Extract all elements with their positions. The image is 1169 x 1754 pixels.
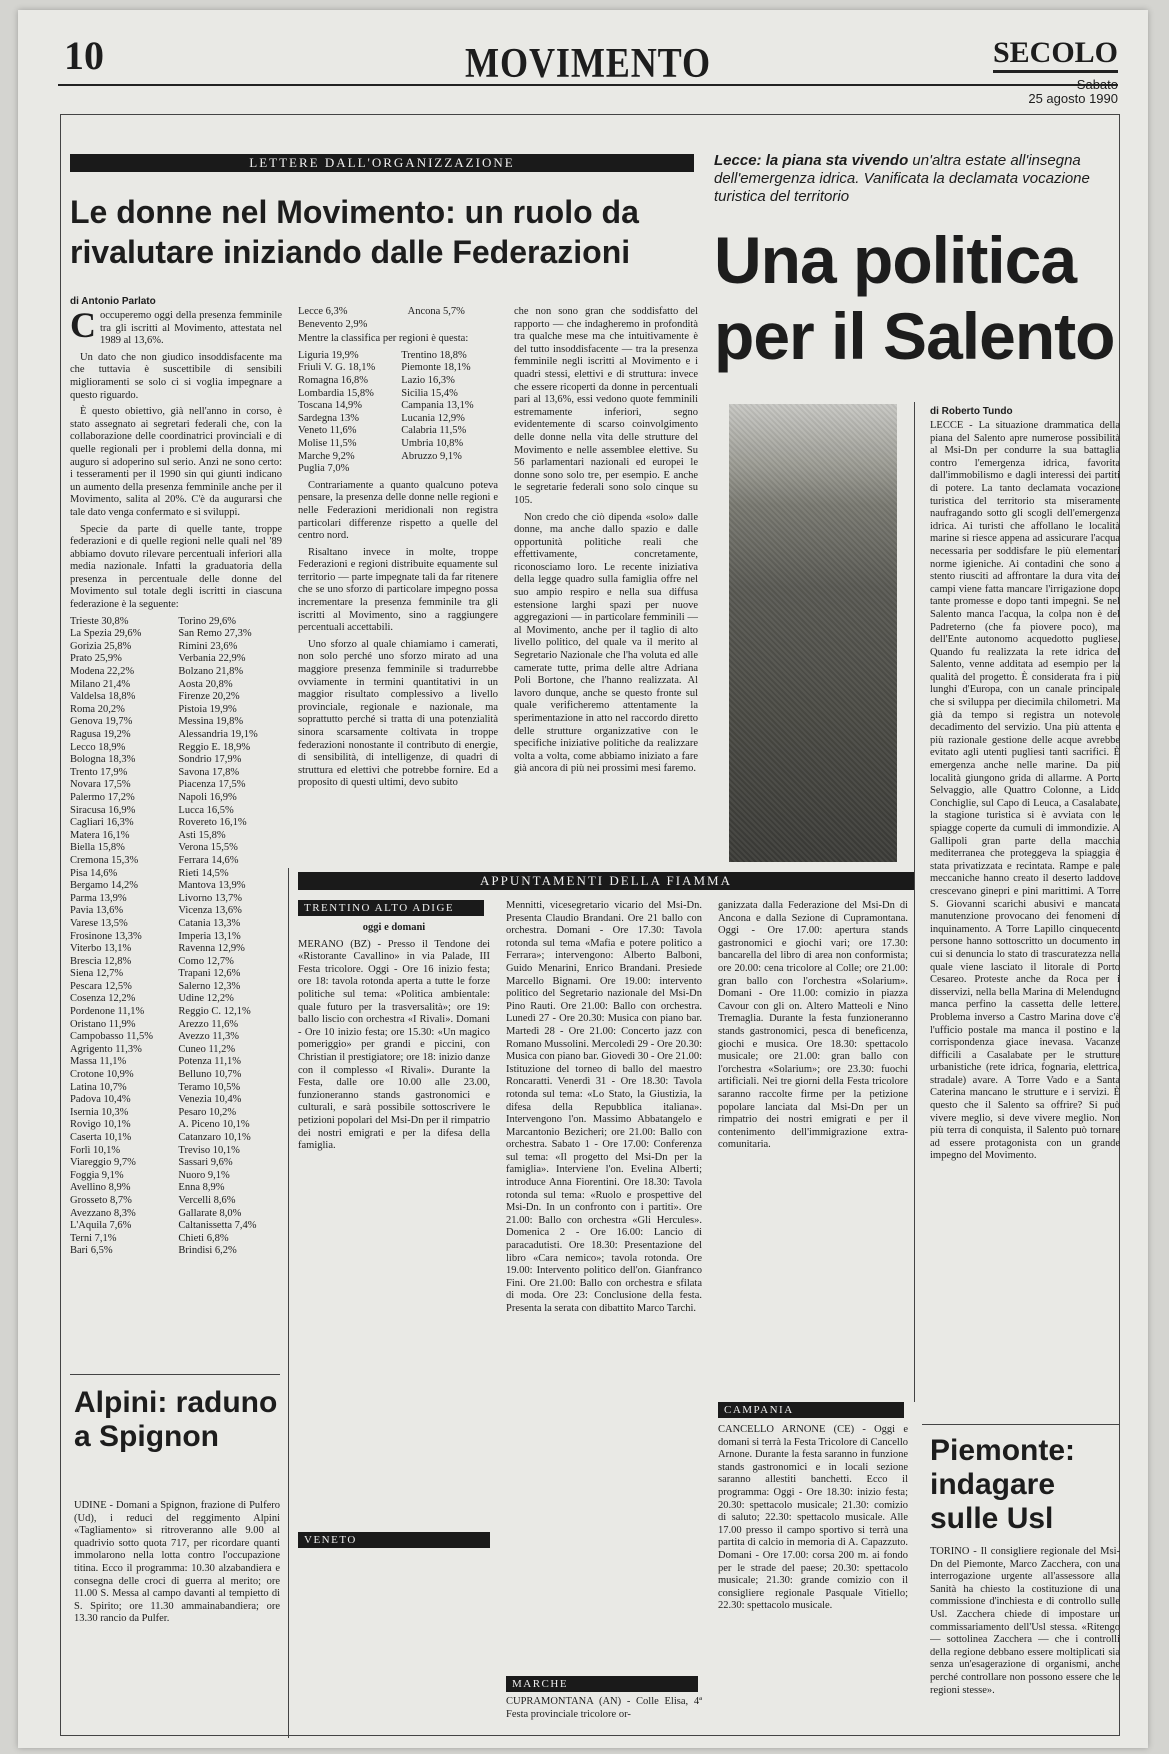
ranking-cell: Brescia 12,8% [70,955,132,967]
salento-lede-text: un'altra estate all'insegna dell'emergenza idrica. Vanificata la declamata vocazione turistica del territorio [714,152,1090,205]
lead-column-2 [298,306,498,858]
lead-paragraph: È questo obiettivo, già nell'anno in corso, è stato assegnato ai segretari federali che, con la collaborazione delle coordinatrici provinciali e di quelle regionali per i problemi della donna, mi auguro si adoperino sul serio. Anzi ne sono certo: i tesseramenti per il 1990 sin qui giunti indicano un aumento della presenza femminile anche per il Movimento, salita al 20%. C'è da augurarsi che tale dato venga confermato e si sviluppi. [70,406,282,518]
ranking-cell: Frosinone 13,3% [70,930,142,942]
lead-paragraph: che non sono gran che soddisfatto del rapporto — che indagheremo in profondità tra qualche mese ma che intuitivamente è del tutto insoddisfacente — tra la presenza femminile negli iscritti al Movimento e i quadri stessi, elettivi e di struttura: invece che essere ricoperti da donne in percentuali pari al 13,6%, essi vedono quote femminili estremamente inferiori, segno evidentemente di scarso coinvolgimento delle donne nella vita delle strutture del Movimento e nelle assemblee elettive. Su 56 parlamentari nazionali ed europei le donne sono solo tre, per esempio. E anche le segretarie federali sono solo cinque su 105. [514,306,698,506]
issue-day: Sabato [1076,77,1118,92]
region-label-trentino: TRENTINO ALTO ADIGE [298,900,484,916]
ranking-row [70,1157,282,1170]
ranking-cell: Benevento 2,9% [298,318,368,330]
lead-paragraph: Un dato che non giudico insoddisfacente ma che tuttavia è suscettibile di sensibili miglioramenti se solo ci si voglia impegnare a questo riguardo. [70,351,282,401]
ranking-cell: Gorizia 25,8% [70,640,132,652]
lead-paragraph: Specie da parte di quelle tante, troppe federazioni e di quelle regioni nelle quali nel '89 abbiamo dovuto rilevare percentuali inferiori alla media nazionale. Infatti la graduatoria della presenza in percentuale delle donne del Movimento sul totale degli iscritti in ciascuna federazione è la seguente: [70,523,282,611]
ranking-row [70,628,282,641]
salento-byline: di Roberto Tundo [930,406,1013,417]
ranking-row [298,451,498,464]
lead-kicker: LETTERE DALL'ORGANIZZAZIONE [70,154,694,172]
event-text: MERANO (BZ) - Presso il Tendone dei «Ristorante Cavallino» in via Palade, III Festa tricolore. Oggi - Ore 16 inizio festa; ore 18: tavola rotonda aperta a tutte le forze politiche sul tema: «Politica ambientale: quale futuro per la trasversalità»; ore 19: ballo liscio con orchestra «I Rivali». Domani - Ore 10 inizio festa; ore 15.30: «Un magico pomeriggio» per grandi e piccini, con Christian il prestigiatore; ore 18: inizio danze con il complesso «I Rivali». Durante la Festa, dalle ore 10.00 alle 23.00, funzioneranno stands gastronomici e culturali, e sarà possibile sottoscrivere le petizioni popolari del Msi-Dn per il rimpatrio dei nostri emigrati e per la difesa della famiglia. [298,938,490,1152]
lead-paragraph: Mentre la classifica per regioni è questa: [298,333,469,345]
federation-ranking-table-end [298,306,498,331]
ranking-cell: Gallarate 8,0% [178,1207,242,1219]
ranking-cell: Avezzano 8,3% [70,1207,136,1219]
ranking-cell: Vicenza 13,6% [178,905,242,917]
ranking-cell: Marche 9,2% [298,450,355,462]
page-header [58,24,1118,106]
ranking-cell: Viareggio 9,7% [70,1157,136,1169]
ranking-row [70,981,282,994]
ranking-row [70,742,282,755]
ranking-row [70,817,282,830]
ranking-cell: Varese 13,5% [70,917,128,929]
region-ranking-table [298,350,498,476]
ranking-row [70,893,282,906]
ranking-cell: Firenze 20,2% [178,691,240,703]
ranking-row [298,375,498,388]
ranking-cell: Trapani 12,6% [178,968,241,980]
ranking-cell: Treviso 10,1% [178,1144,240,1156]
ranking-row [70,931,282,944]
ranking-cell: Agrigento 11,3% [70,1043,142,1055]
ranking-row [70,855,282,868]
ranking-cell: Grosseto 8,7% [70,1194,132,1206]
ranking-cell: Matera 16,1% [70,829,130,841]
issue-full-date: 25 agosto 1990 [1028,91,1118,106]
ranking-row [70,1245,282,1258]
region-label-veneto: VENETO [298,1532,490,1548]
ranking-cell: Lucca 16,5% [178,804,234,816]
ranking-cell: Salerno 12,3% [178,980,241,992]
ranking-cell: Puglia 7,0% [298,463,350,475]
ranking-cell: Bari 6,5% [70,1245,113,1257]
ranking-cell: Trieste 30,8% [70,615,129,627]
ranking-row [70,704,282,717]
ranking-row [298,425,498,438]
ranking-cell: Lazio 16,3% [401,374,455,386]
piemonte-body: TORINO - Il consigliere regionale del Msi-Dn del Piemonte, Marco Zacchera, con una interrogazione urgente all'assessore alla Sanità ha chiesto la costituzione di una commissione d'inchiesta e di controllo sulle Usl. Zacchera chiede di impostare un commissariamento dell'Usl stessa. «Ritengo — sottolinea Zacchera — che i controlli della regione debbano essere moltiplicati sia senza un'esagerazione di organismi, anche perché controllare non possono essere che le regioni stesse». [930,1546,1120,1696]
ranking-cell: Aosta 20,8% [178,678,233,690]
ranking-cell: Lucania 12,9% [401,412,465,424]
ranking-cell: Rovigo 10,1% [70,1119,131,1131]
ranking-cell: Modena 22,2% [70,666,135,678]
ranking-cell: Ravenna 12,9% [178,943,245,955]
ranking-cell: Pistoia 19,9% [178,703,237,715]
ranking-cell: Trentino 18,8% [401,349,467,361]
ranking-row [298,400,498,413]
ranking-cell: Siena 12,7% [70,968,124,980]
ranking-cell: Isernia 10,3% [70,1106,129,1118]
ranking-cell [408,319,498,332]
ranking-cell: Venezia 10,4% [178,1094,242,1106]
ranking-cell: Verona 15,5% [178,842,238,854]
ranking-row [70,1056,282,1069]
ranking-cell: Asti 15,8% [178,829,226,841]
ranking-cell: Pescara 12,5% [70,980,132,992]
salento-lede-bold: Lecce: la piana sta vivendo [714,152,909,169]
ranking-cell: Rieti 14,5% [178,867,229,879]
box-rule [922,1424,1120,1425]
drop-cap: C [70,310,96,345]
page-number: 10 [64,33,104,78]
ranking-cell: Imperia 13,1% [178,930,241,942]
ranking-row [70,1044,282,1057]
ranking-cell: Bologna 18,3% [70,754,136,766]
event-dates: oggi e domani [362,922,426,933]
ranking-row [298,438,498,451]
ranking-cell: Friuli V. G. 18,1% [298,362,376,374]
ranking-cell: Biella 15,8% [70,842,125,854]
ranking-cell: A. Piceno 10,1% [178,1119,250,1131]
ranking-cell: Cosenza 12,2% [70,993,136,1005]
alpini-body: UDINE - Domani a Spignon, frazione di Pulfero (Ud), i reduci del reggimento Alpini «Tagliamento» si ritroveranno alle 9.00 al quadrivio sotto quota 717, per ricordare quanti immolarono nella lotta contro l'occupazione titina. Ecco il programma: 10.30 alzabandiera e consegna delle croci di guerra al merito; ore 11.00 S. Messa al campo davanti al tempietto di S. Spirito; ore 11.30 ammainabandiera; ore 13.30 rancio da Pulfer. [74,1500,280,1625]
ranking-cell: Como 12,7% [178,955,234,967]
ranking-cell: Sondrio 17,9% [178,754,242,766]
ranking-row [70,905,282,918]
newspaper-logo: SECOLO [993,36,1118,73]
ranking-cell: Rimini 23,6% [178,640,238,652]
campania-text: CANCELLO ARNONE (CE) - Oggi e domani si terrà la Festa Tricolore di Cancello Arnone. Durante la festa saranno in funzione stands gastronomici e in locali sezione saranno allestiti banchetti. Ecco il programma: Oggi - Ore 18.30: inizio festa; 20.30: spettacolo musicale; 21.30: comizio di saluto; 22.30: spettacolo musicale. Alle 17.00 presso il campo sportivo si terrà una partita di calcio in memoria di A. Capazzuto. Domani - Ore 17.00: corsa 200 m. ai fondo per le strade del paese; 20.30: spettacolo musicale; 21.30: grande comizio con il consigliere regionale Pasquale Vitiello; 22.30: spettacolo musicale. [718,1424,908,1612]
ranking-cell: Cuneo 11,2% [178,1043,236,1055]
ranking-row [298,319,498,332]
lead-column-3 [514,306,698,858]
ranking-row [70,1208,282,1221]
marche-text: CUPRAMONTANA (AN) - Colle Elisa, 4ª Festa provinciale tricolore or- [506,1696,702,1720]
ranking-cell: Ragusa 19,2% [70,729,131,740]
ranking-cell: Prato 25,9% [70,653,122,665]
ranking-cell: Latina 10,7% [70,1081,127,1093]
event-text: ganizzata dalla Federazione del Msi-Dn di Ancona e dalla Sezione di Cupramontana. Oggi - Ore 17.00: apertura stands gastronomici e giochi vari; ore 17.30: bancarella del libro di area non conformista; ore 20.00: cena tricolore al Colle; ore 21.00: gran ballo con l'orchestra «Solarium». Domani - Ore 11.00: comizio in piazza Cavour con gli on. Altero Matteoli e Nino Tremaglia. Durante la festa funzioneranno stands gastronomici, pesca di beneficenza, giochi e musica. Ore 18.30: spettacolo musicale; ore 21.00: gran ballo con l'orchestra «Solarium»; ore 23.30: fuochi artificiali. Nei tre giorni della Festa tricolore saranno raccolte firme per la petizione popolare lanciata dal Msi-Dn per un rimpatrio dei nostri emigrati e per il contenimento dell'immigrazione extra-comunitaria. [718,900,908,1151]
ranking-cell: Chieti 6,8% [178,1232,229,1244]
ranking-cell: Caserta 10,1% [70,1132,132,1143]
ranking-cell: La Spezia 29,6% [70,628,142,640]
ranking-row [70,1170,282,1183]
ranking-row [70,1145,282,1158]
ranking-cell: Padova 10,4% [70,1094,131,1106]
region-label-marche: MARCHE [506,1676,698,1692]
ranking-cell: Siracusa 16,9% [70,804,136,816]
newspaper-page [18,10,1148,1748]
lead-paragraph: Uno sforzo al quale chiamiamo i camerati, non solo perché uno sforzo mirato ad una maggiore presenza femminile si tradurrebbe ovviamente in termini quantitativi in un maggior risultato complessivo a livello provinciale, regionale e nazionale, ma soprattutto perché si tratta di una potenzialità sinora scarsamente coltivata in troppe federazioni nonostante il contributo di energie, di sensibilità, di intelligenze, di quadri di struttura ed elettivi che potrebbe fornire. Ed a proposito di questi ultimi, devo subito [298,638,498,789]
ranking-cell: Umbria 10,8% [401,437,464,449]
ranking-cell: Nuoro 9,1% [178,1169,230,1181]
ranking-row [70,880,282,893]
ranking-cell: Crotone 10,9% [70,1069,134,1081]
ranking-cell: Trento 17,9% [70,766,128,778]
ranking-cell: Bolzano 21,8% [178,666,244,678]
ranking-row [70,1094,282,1107]
lead-paragraph: Non credo che ciò dipenda «solo» dalle donne, ma anche dallo spazio e dalle opportunità politiche reali che effettivamente, concretamente, riconosciamo loro. Le recente iniziativa della legge quadro sulla famiglia offre nel suo ampio respiro e nella sua diffusa estensione larghi spazi per nuove aggregazioni — in particolare femminili — al Movimento, anche per il taglio di alto livello politico, del quale va il merito al Segretario Nazionale che l'ha voluta ed alle camerate tutte, prima delle altre Adriana Poli Bortone, che l'hanno realizzata. Al lavoro dunque, anche se questo fronte sul quale verificheremo attentamente la sperimentazione in atto nel raccordo diretto delle strutture organizzative con le specifiche iniziative politiche da realizzare volta a volta, come abbiamo iniziato a fare già ancora di più nei prossimi mesi faremo. [514,511,698,775]
ranking-cell: Caltanissetta 7,4% [178,1220,257,1232]
ranking-row [70,1031,282,1044]
ranking-row [298,413,498,426]
ranking-cell: Avezzo 11,3% [178,1031,240,1043]
ranking-cell: Napoli 16,9% [178,791,237,803]
box-rule [70,1374,280,1375]
ranking-cell: Milano 21,4% [70,678,131,690]
ranking-row [70,767,282,780]
ranking-cell: Cagliari 16,3% [70,817,134,829]
appointments-title: APPUNTAMENTI DELLA FIAMMA [298,872,914,890]
ranking-cell: Torino 29,6% [178,615,236,627]
ranking-row [70,653,282,666]
ranking-cell: Avellino 8,9% [70,1182,131,1194]
appointments-column-1 [298,922,490,1524]
lead-byline: di Antonio Parlato [70,296,156,307]
event-text: Mennitti, vicesegretario vicario del Msi-Dn. Presenta Claudio Brandani. Ore 21 ballo con orchestra. Domani - Ore 17.30: Tavola rotonda sul tema «Mafia e potere politico a Ferrara»; intervengono: Alberto Balboni, Guido Menarini, Enrico Brandani. Presiede Marcello Bignami. Ore 19.00: intervento politico del Segretario nazionale del Msi-Dn Pino Rauti. Ore 21.00: Ballo con orchestra. Lunedì 27 - Ore 20.30: Musica con piano bar. Martedì 28 - Ore 21.00: Concerto jazz con Romano Mussolini. Mercoledì 29 - Ore 20.30: Musica con piano bar. Giovedì 30 - Ore 21.00: Istituzione del torneo di ballo del maestro Roncaratti. Venerdì 31 - Ore 18.30: Tavola rotonda sul tema: «Lo Stato, la Giustizia, la difesa della Repubblica italiana». Intervengono l'on. Massimo Abbatangelo e Marcantonio Bezicheri; ore 21.00: Ballo con orchestra. Sabato 1 - Ore 17.00: Conferenza sul tema: «Il progetto del Msi-Dn per la famiglia». Interviene l'on. Evelina Alberti; introduce Anna Fiorentini. Ore 18.30: Tavola rotonda sul tema: «Ruolo e prospettive del Msi-Dn. In un confronto con i partiti». Ore 21.00: Ballo con orchestra «Gli Hercules». Domenica 2 - Ore 16.00: Lancio di paracadutisti. Ore 18.30: Presentazione del libro «Cara nemico»; tavola rotonda. Ore 19.00: Intervento politico dell'on. Gianfranco Fini. Ore 21.00: Ballo con orchestra e sfilata di moda. Ore 23: Conclusione della festa. Presenta la serata con dibattito Marco Tarchi. [506,900,702,1314]
piemonte-headline: Piemonte: indagare sulle Usl [930,1434,1076,1535]
ranking-cell: Potenza 11,1% [178,1056,242,1068]
ranking-cell: San Remo 27,3% [178,628,252,640]
ranking-row [70,1019,282,1032]
ranking-cell: Pavia 13,6% [70,905,124,917]
ranking-cell: Alessandria 19,1% [178,729,258,740]
ranking-cell: Cremona 15,3% [70,854,139,866]
ranking-cell: Calabria 11,5% [401,425,467,437]
ranking-cell: Massa 11,1% [70,1056,127,1068]
ranking-row [298,306,498,319]
ranking-cell: Campania 13,1% [401,400,474,412]
ranking-row [70,1082,282,1095]
ranking-row [70,868,282,881]
ranking-row [70,968,282,981]
ranking-cell: Ferrara 14,6% [178,854,239,866]
ranking-cell: Reggio C. 12,1% [178,1006,251,1018]
ranking-row [70,1119,282,1132]
ranking-cell: Terni 7,1% [70,1232,117,1244]
column-divider [288,868,289,1738]
ranking-row [298,463,498,476]
ranking-cell: Liguria 19,9% [298,349,359,361]
ranking-cell: Teramo 10,5% [178,1081,241,1093]
ranking-cell: Belluno 10,7% [178,1069,242,1081]
ranking-row [70,779,282,792]
ranking-cell: Roma 20,2% [70,703,125,715]
issue-date [1028,78,1118,106]
ranking-row [70,1195,282,1208]
salento-lede [714,152,1124,206]
ranking-cell: Lecce 6,3% [298,306,348,317]
ranking-cell: Rovereto 16,1% [178,817,247,829]
ranking-cell: Viterbo 13,1% [70,943,132,955]
appointments-column-3 [718,900,908,1394]
federation-ranking-table [70,616,282,1258]
ranking-row [70,943,282,956]
ranking-cell: Genova 19,7% [70,716,133,728]
ranking-row [70,729,282,742]
ranking-row [70,1233,282,1246]
ranking-cell: Palermo 17,2% [70,791,135,803]
ranking-cell: Mantova 13,9% [178,880,246,892]
alpini-headline: Alpini: raduno a Spignon [74,1386,278,1453]
ranking-cell: Arezzo 11,6% [178,1018,239,1030]
ranking-row [70,842,282,855]
ranking-cell: Valdelsa 18,8% [70,691,136,703]
ranking-row [70,805,282,818]
appointments-column-2 [506,900,702,1670]
ranking-cell: Piemonte 18,1% [401,362,471,374]
ranking-cell: Livorno 13,7% [178,892,242,904]
ranking-cell: Vercelli 8,6% [178,1194,236,1206]
ranking-row [70,1006,282,1019]
salento-headline: Una politica per il Salento [714,223,1115,373]
ranking-cell: Pesaro 10,2% [178,1106,237,1118]
ranking-cell: Sassari 9,6% [178,1157,233,1169]
ranking-cell: Abruzzo 9,1% [401,450,462,462]
ranking-cell: Foggia 9,1% [70,1169,124,1181]
ranking-cell: Messina 19,8% [178,716,244,728]
salento-landscape-photo [729,404,897,862]
ranking-row [298,388,498,401]
ranking-cell: Catania 13,3% [178,917,241,929]
ranking-cell: Molise 11,5% [298,437,357,449]
ranking-cell: Campobasso 11,5% [70,1031,154,1043]
ranking-cell: Romagna 16,8% [298,374,368,386]
ranking-row [70,716,282,729]
ranking-row [70,792,282,805]
ranking-row [70,956,282,969]
ranking-cell: Reggio E. 18,9% [178,741,251,753]
column-divider [914,402,915,1402]
ranking-row [70,1182,282,1195]
ranking-cell: Pordenone 11,1% [70,1006,145,1018]
ranking-cell: Udine 12,2% [178,993,234,1005]
ranking-cell: Piacenza 17,5% [178,779,246,791]
ranking-row [70,754,282,767]
ranking-row [70,666,282,679]
lead-paragraph: occuperemo oggi della presenza femminile tra gli iscritti al Movimento, attestata nel 1989 al 13,6%. [100,310,282,347]
ranking-cell: Forlì 10,1% [70,1144,121,1156]
ranking-cell: Toscana 14,9% [298,400,362,412]
ranking-row [70,918,282,931]
ranking-row [70,1069,282,1082]
ranking-cell: Oristano 11,9% [70,1018,136,1030]
ranking-cell: Sicilia 15,4% [401,387,458,399]
ranking-row [70,641,282,654]
ranking-cell: Pisa 14,6% [70,867,118,879]
ranking-cell: Sardegna 13% [298,412,359,424]
ranking-row [70,830,282,843]
ranking-cell: Parma 13,9% [70,892,127,904]
ranking-cell: Bergamo 14,2% [70,880,139,892]
ranking-cell: Lecco 18,9% [70,741,126,753]
salento-body: LECCE - La situazione drammatica della piana del Salento apre numerose possibilità al Msi-Dn per condurre la sua battaglia contro l'emergenza idrica, favorita dall'immobilismo e dagli interessi dei partiti di potere. La tanto declamata vocazione turistica del territorio sta miseramente naufragando sotto gli scogli dell'emergenza idrica. Ai turisti che affollano le località marine si riesce appena ad assicurare l'acqua necessaria per soddisfare le più elementari norme igieniche. Ai contadini che sono a stento riusciti ad affrontare la dura vita dei campi viene fatta mancare l'irrigazione dopo tante promesse e dopo tanti impegni. Se nel Salento manca l'acqua, la colpa non è del Padreterno (che fa piovere poco), ma dell'Ente autonomo acquedotto pugliese. Quando fu realizzata la rete idrica del Salento, venne additata ad esempio per la qualità del progetto. È considerata fra i più lunghi d'Europa, con un canale principale che si sviluppa per diecimila chilometri. Ma già da tempo si registra un notevole decadimento del servizio. Una più attenta e più razionale gestione delle acque avrebbe evitato agli utenti pugliesi tanti sacrifici. È emergenza anche nelle marine. Da più località giungono grida di allarme. A Porto Selvaggio, alle Quattro Colonne, a Lido Conchiglie, sul Capo di Leuca, a Casalabate, la stagione turistica si è avviata con le spiagge coperte da cumuli di immondizie. A Gallipoli gran parte della macchia mediterranea che proteggeva la spiaggia è stata privatizzata e recintata. Rampe e pale meccaniche hanno creato il deserto laddove crescevano ginepri e pini marittimi. A Torre S. Giovanni scarichi abusivi e mancata manutenzione provocano dei fenomeni di inquinamento. A Torre Lapillo cinquecento persone hanno sottoscritto un documento in cui si denuncia lo stato di trascuratezza nella quale viene lasciato il litorale di Porto Cesareo. Proteste anche da Roca per i disservizi, nella bella Marina di Melendugno manca perfino la cassetta delle lettere. Problema inverso a Castro Marina dove c'è l'ufficio postale ma manca il postino e la corrispondenza giace inevasa. Vacanze difficili a Casalabate per le strutture urbanistiche (rete idrica, fognaria, elettrica, stradale) avare. A Torre Vado e a Santa Caterina mancano le strutture e i servizi. È questo che il Salento sa offrire? Si può vivere meglio, si deve vivere meglio. Non più terra di conquista, il Salento può tornare ad essere protagonista con un grande impegno del Movimento. [930,420,1120,1162]
ranking-row [70,1107,282,1120]
lead-column-1 [70,310,282,1366]
lead-paragraph: Risaltano invece in molte, troppe Federazioni e regioni distribuite equamente sul territorio — parte impegnate tali da far ritenere che se uno sforzo di particolare impegno possa incrementare la presenza femminile tra gli iscritti al Movimento, sino a raggiungere percentuali accettabili. [298,546,498,634]
ranking-cell: L'Aquila 7,6% [70,1220,132,1232]
ranking-cell: Enna 8,9% [178,1182,225,1194]
ranking-cell [401,463,498,476]
ranking-cell: Ancona 5,7% [407,306,465,317]
ranking-row [298,350,498,363]
ranking-cell: Lombardia 15,8% [298,387,374,399]
lead-paragraph: Contrariamente a quanto qualcuno poteva pensare, la presenza delle donne nelle regioni e nelle Federazioni meridionali non registra particolari differenze rispetto a quelle del centro nord. [298,479,498,542]
ranking-row [70,1220,282,1233]
ranking-cell: Savona 17,8% [178,766,240,778]
ranking-cell: Catanzaro 10,1% [178,1132,251,1143]
ranking-row [70,691,282,704]
ranking-cell: Novara 17,5% [70,779,131,791]
ranking-row [70,993,282,1006]
ranking-cell: Brindisi 6,2% [178,1245,237,1257]
ranking-row [70,1132,282,1145]
section-title: MOVIMENTO [465,41,711,87]
region-label-campania: CAMPANIA [718,1402,904,1418]
lead-headline: Le donne nel Movimento: un ruolo da rivalutare iniziando dalle Federazioni [70,194,639,270]
ranking-cell: Verbania 22,9% [178,653,246,665]
ranking-row [70,679,282,692]
ranking-row [70,616,282,629]
ranking-cell: Veneto 11,6% [298,425,357,437]
ranking-row [298,362,498,375]
